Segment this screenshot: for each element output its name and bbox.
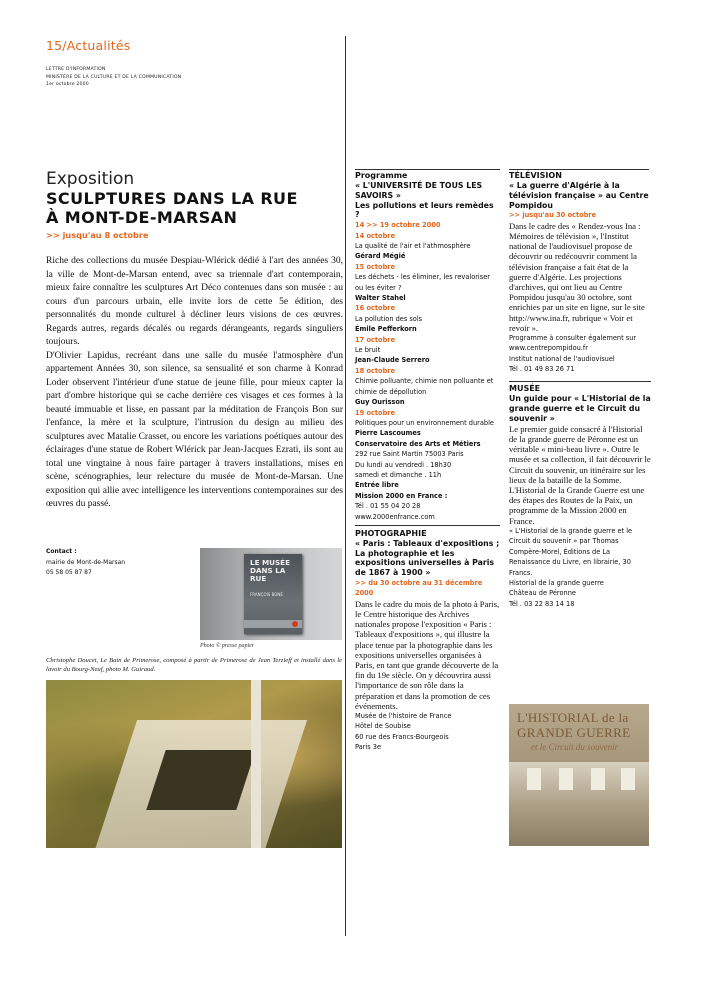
- publication-line: MINISTÈRE DE LA CULTURE ET DE LA COMMUNICATION: [46, 74, 182, 80]
- venue-block: [355, 439, 500, 522]
- right-column: [509, 171, 651, 609]
- venue-line: Historial de la grande guerre: [509, 578, 604, 587]
- column-top-rule: [509, 169, 649, 170]
- column-top-rule: [355, 169, 500, 170]
- photo-caption: Christophe Doucet, Le Bain de Primerose, composé à partir de Primerose de Jean Terzieff et installé dans le lavoir du Bourg-Neuf, photo M. Guiraud.: [46, 657, 342, 673]
- venue-line: Château de Péronne: [509, 589, 576, 598]
- section-divider: [509, 381, 651, 382]
- garden-installation-photo: [46, 680, 342, 848]
- session-item: [355, 408, 500, 439]
- page-number-section: 15/Actualités: [46, 38, 131, 53]
- contact-line: mairie de Mont-de-Marsan: [46, 558, 126, 566]
- venue-line: 60 rue des Francs-Bourgeois: [355, 732, 449, 741]
- session-speaker: Guy Ourisson: [355, 398, 405, 407]
- book-reference: « L'Historial de la grande guerre et le Circuit du souvenir » par Thomas Compère-Morel, Éditions de La Renaissance du Livre, en librairie, 30 Francs.: [509, 526, 633, 577]
- article-body: [46, 255, 343, 512]
- session-item: [355, 366, 500, 408]
- venue-block: [355, 711, 500, 753]
- event-dates: >> jusqu'au 30 octobre: [509, 211, 597, 220]
- event-title: « L'UNIVERSITÉ DE TOUS LES SAVOIRS »: [355, 181, 483, 200]
- session-speaker: Pierre Lascoumes: [355, 429, 421, 438]
- section-label: Programme: [355, 171, 408, 180]
- article-title-line: SCULPTURES DANS LA RUE: [46, 189, 298, 208]
- session-topic: Politiques pour un environnement durable: [355, 418, 494, 427]
- session-date: 14 octobre: [355, 231, 396, 240]
- session-speaker: Walter Stahel: [355, 294, 406, 303]
- guide-cover-subtitle: et le Circuit du souvenir: [531, 742, 619, 752]
- session-item: [355, 303, 500, 334]
- book-cover: [244, 554, 302, 634]
- publication-info: [46, 66, 181, 89]
- book-title: LE MUSÉE DANS LA RUE: [250, 558, 290, 583]
- article-title-line: À MONT-DE-MARSAN: [46, 208, 238, 227]
- contact-block: [46, 547, 125, 579]
- venue-line: Conservatoire des Arts et Métiers: [355, 439, 481, 448]
- event-title: « Paris : Tableaux d'expositions ; La photographie et les expositions universelles à Paris de 1867 à 1900 »: [355, 538, 500, 578]
- venue-line: Entrée libre: [355, 481, 399, 490]
- photo-shape: [251, 680, 261, 848]
- session-topic: Chimie polluante, chimie non polluante et chimie de dépollution: [355, 377, 494, 396]
- session-item: [355, 335, 500, 366]
- event-dates: >> du 30 octobre au 31 décembre 2000: [355, 578, 483, 598]
- session-topic: Les déchets - les éliminer, les revaloriser ou les éviter ?: [355, 273, 490, 292]
- session-date: 19 octobre: [355, 408, 396, 417]
- article-title: [46, 189, 336, 227]
- venue-line: Tél . 01 55 04 20 28: [355, 502, 421, 511]
- guide-cover-title: L'HISTORIAL de la GRANDE GUERRE: [517, 710, 631, 740]
- venue-line: 292 rue Saint Martin 75003 Paris: [355, 450, 464, 459]
- photo-shape: [559, 768, 573, 790]
- venue-line: Du lundi au vendredi . 18h30: [355, 460, 452, 469]
- column-divider: [345, 36, 346, 936]
- session-speaker: Gérard Mégié: [355, 252, 406, 261]
- venue-line: Musée de l'histoire de France: [355, 712, 452, 720]
- middle-column: [355, 171, 500, 753]
- book-author: FRANÇOIS BONÉ: [250, 592, 283, 597]
- event-title: Un guide pour « L'Historial de la grande guerre et le Circuit du souvenir »: [509, 394, 651, 424]
- venue-line: www.2000enfrance.com: [355, 512, 435, 521]
- book-cover-photo: [200, 548, 342, 640]
- session-topic: La qualité de l'air et l'athmosphère: [355, 242, 471, 250]
- event-dates: 14 >> 19 octobre 2000: [355, 221, 441, 230]
- article-paragraph: Riche des collections du musée Despiau-Wlérick dédié à l'art des années 30, la ville de Mont-de-Marsan entend, avec sa triennale d'art contemporain, mieux faire connaître les sculptures Art Déco contenues dans son musée : au cours d'un parcours urbain, elle invite lors de cette 5e édition, des personnalités du monde culturel à décliner leurs visions de ces œuvres. Regards autres, regards décalés ou regards dérangeants, regards singuliers toujours.: [46, 256, 343, 347]
- article-dates: >> jusqu'au 8 octobre: [46, 230, 149, 240]
- venue-line: Paris 3e: [355, 743, 382, 752]
- book-logo: [292, 621, 298, 627]
- event-body: Le premier guide consacré à l'Historial de la grande guerre de Péronne est un véritable « mini-beau livre ». Outre le musée et sa collection, il fait découvrir le Circuit du souvenir, un itinéraire sur les lieux de la bataille de la Somme. L'Historial de la Grande Guerre est une des étapes des Routes de la Paix, un programme de la Mission 2000 en France.: [509, 423, 651, 526]
- section-label: TÉLÉVISION: [509, 171, 562, 180]
- publication-date: 1er octobre 2000: [46, 82, 89, 88]
- session-topic: La pollution des sols: [355, 314, 423, 323]
- photo-credit: Photo © presse papier: [200, 643, 255, 649]
- venue-line: samedi et dimanche . 11h: [355, 470, 442, 479]
- session-item: [355, 231, 500, 262]
- photo-shape: [591, 768, 605, 790]
- article-kicker: Exposition: [46, 169, 135, 189]
- historial-guide-cover: [509, 704, 649, 846]
- session-date: 18 octobre: [355, 366, 396, 375]
- contact-line: 05 58 05 87 87: [46, 569, 92, 576]
- event-title: « La guerre d'Algérie à la télévision française » au Centre Pompidou: [509, 181, 649, 210]
- venue-line: Institut national de l'audiovisuel: [509, 354, 615, 363]
- venue-line: Mission 2000 en France :: [355, 491, 448, 500]
- photo-shape: [621, 768, 635, 790]
- session-speaker: Jean-Claude Serrero: [355, 356, 430, 365]
- venue-line: Hôtel de Soubise: [355, 722, 411, 731]
- event-body: Dans le cadre des « Rendez-vous Ina : Mémoires de télévision », l'Institut national de l'audiovisuel propose de découvrir ou redécouvrir comment la télévision française a fait état de la guerre d'Algérie. Les projections d'archives, qui ont lieu au Centre Pompidou jusqu'au 30 octobre, sont enrichies par un site en ligne, sur le site http://www.ina.fr, rubrique « Voir et revoir ».: [509, 220, 645, 333]
- section-divider: [355, 525, 500, 526]
- session-date: 15 octobre: [355, 262, 396, 271]
- section-label: PHOTOGRAPHIE: [355, 528, 427, 538]
- event-body: Dans le cadre du mois de la photo à Paris, le Centre historique des Archives nationales propose l'exposition « Paris : Tableaux d'expositions », qui illustre la place tenue par la photographie dans les expositions universelles organisées à Paris, en tant que grande découverte de la fin du 19e siècle. On y découvrira aussi l'importance de son rôle dans la préparation et dans la promotion de ces événements.: [355, 598, 500, 711]
- contact-label: Contact :: [46, 548, 77, 555]
- section-label: MUSÉE: [509, 384, 541, 394]
- venue-line: Tél . 01 49 83 26 71: [509, 365, 575, 374]
- session-topic: Le bruit: [355, 346, 381, 355]
- session-date: 17 octobre: [355, 335, 396, 344]
- session-speaker: Émile Pefferkorn: [355, 325, 417, 334]
- session-item: [355, 262, 500, 304]
- event-subtitle: Les pollutions et leurs remèdes ?: [355, 200, 494, 220]
- publication-line: LETTRE D'INFORMATION: [46, 67, 106, 72]
- venue-line: Tél . 03 22 83 14 18: [509, 599, 575, 608]
- event-note: Programme à consulter également sur www.centrepompidou.fr: [509, 334, 637, 353]
- photo-shape: [527, 768, 541, 790]
- session-date: 16 octobre: [355, 304, 396, 313]
- article-paragraph: D'Olivier Lapidus, recréant dans une salle du musée l'atmosphère d'un appartement Années 30, son silence, sa sensualité et son charme à Konrad Loder observent l'intérieur d'une statue de jeune fille, pour mieux capter la part d'ombre historique qui se cache derrière ces visages et ces formes à la beauté immuable et lisse, en passant par la méditation de François Bon sur l'enfance, la mère et la sculpture, l'intrusion du design au milieu des sculptures avec Matalie Crasset, ou encore les variations poétiques autour des éclairages d'une statue de Robert Wlérick par Jean-Jacques Ezrati, ils sont au total une vingtaine à nous faire partager à travers installations, mises en scène, scénographies, leur relecture du musée de Mont-de-Marsan. Une exposition qui allie avec intelligence les interventions contemporaines sur des œuvres du passé.: [46, 350, 343, 509]
